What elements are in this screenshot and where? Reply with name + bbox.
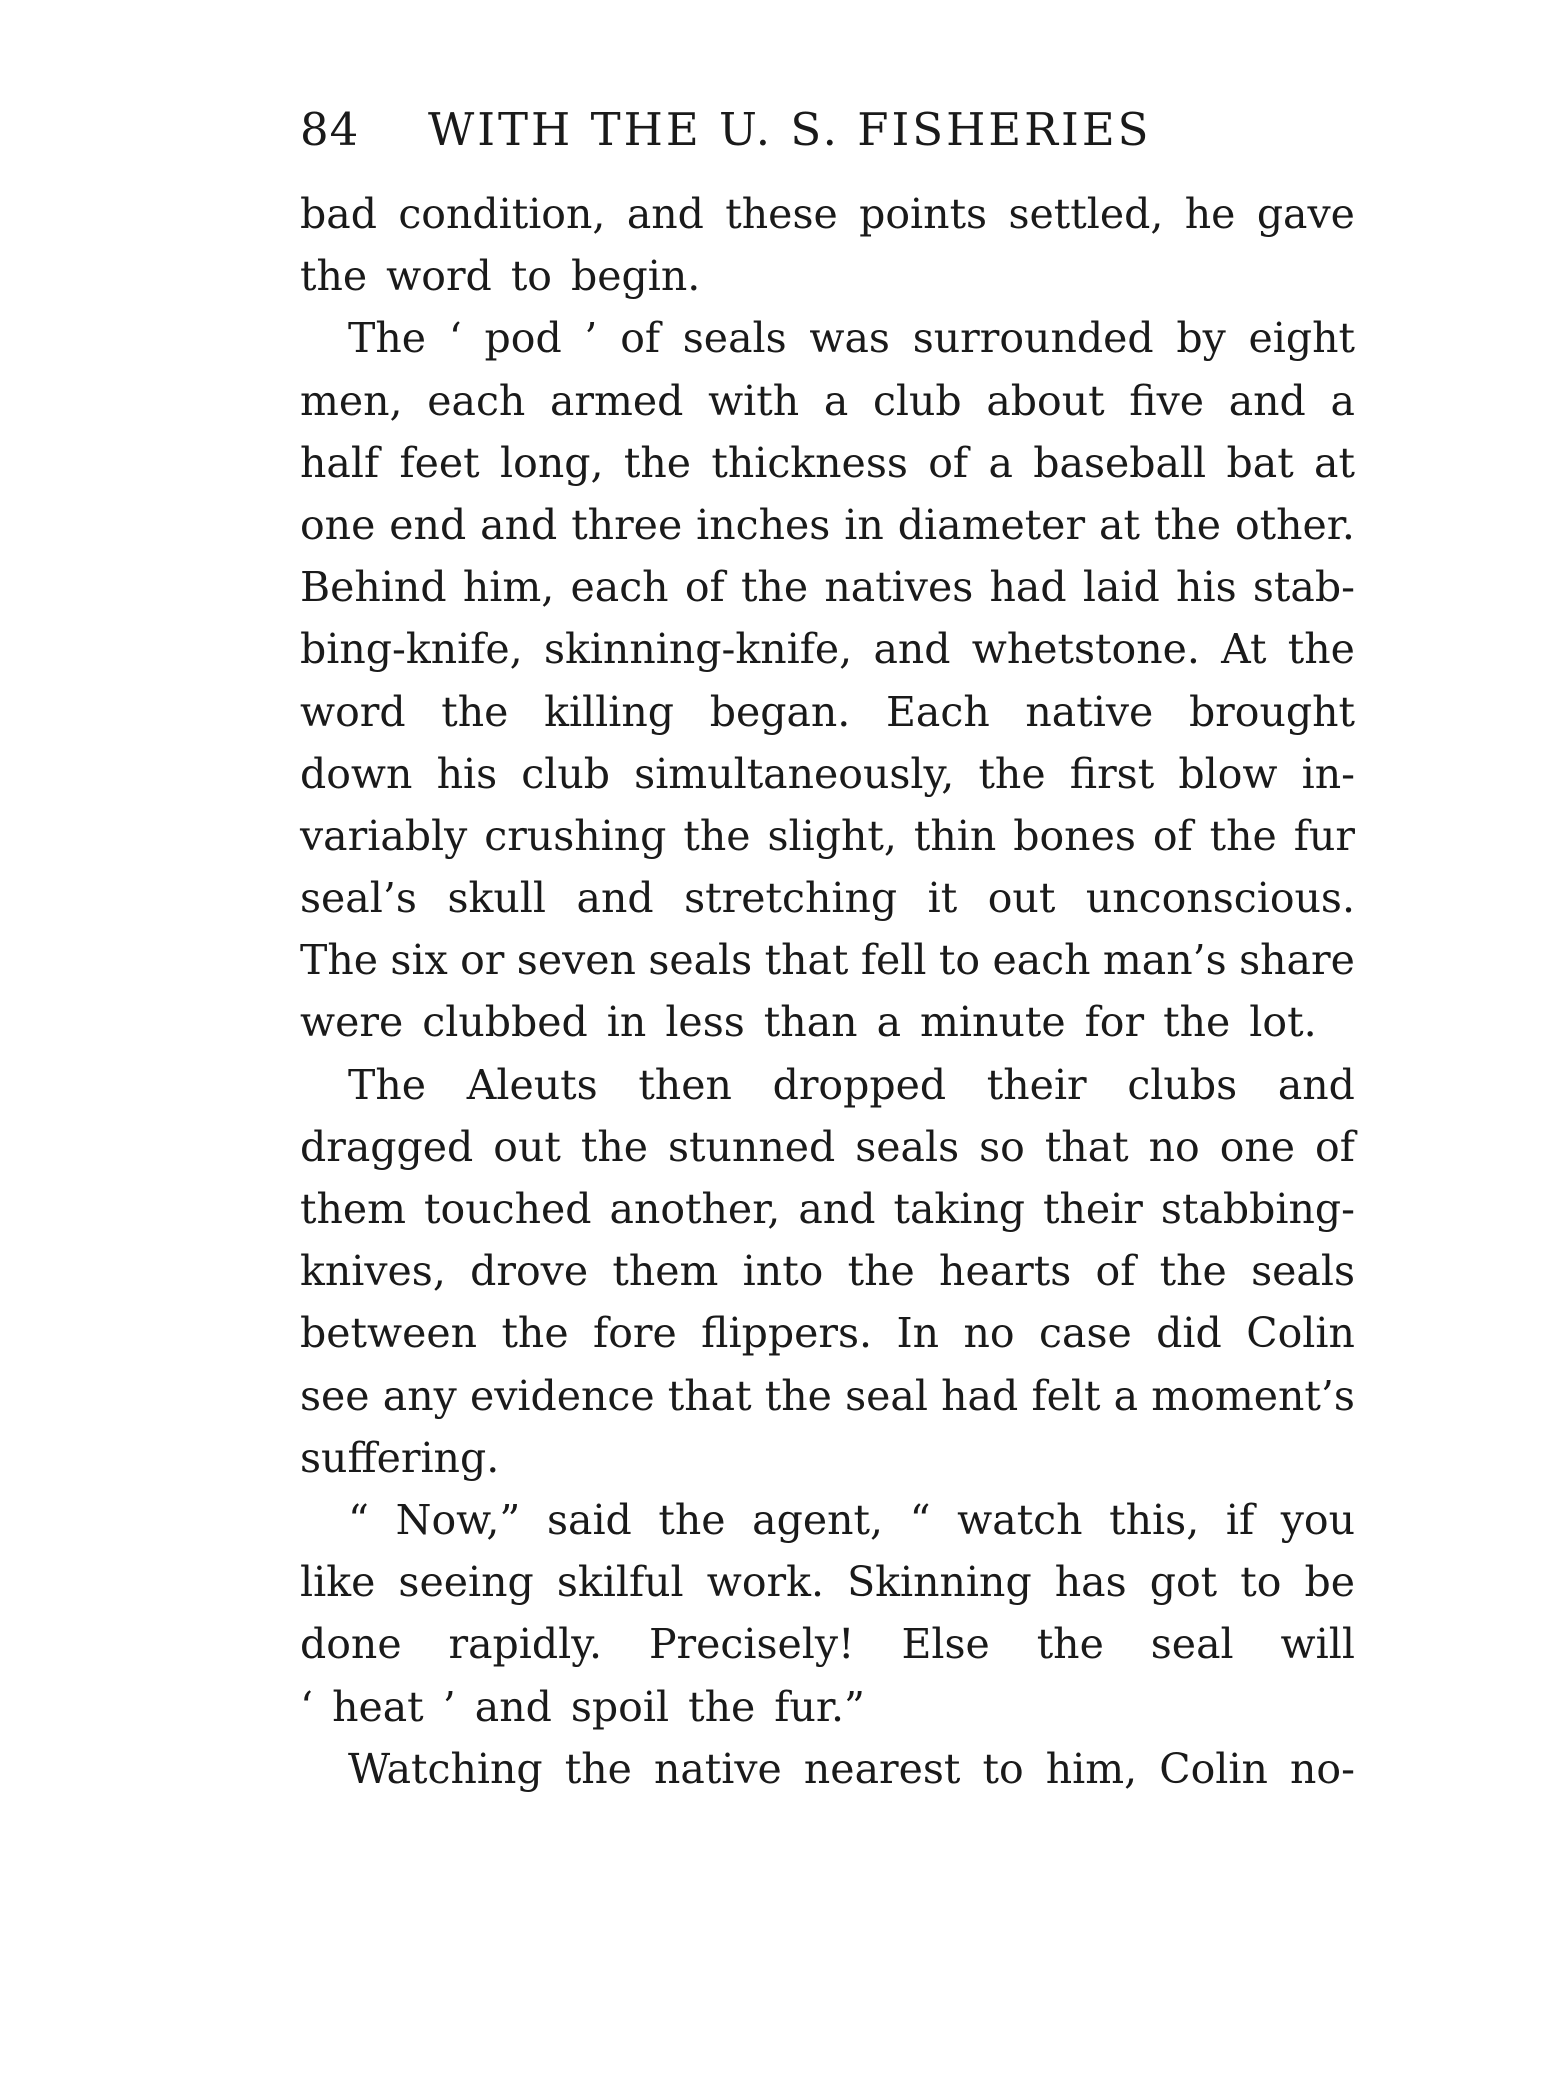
text-line: bing-knife, skinning-knife, and whetstone. At the [300,625,1355,674]
paragraph [300,1489,1355,1738]
text-line: done rapidly. Precisely! Else the seal will [300,1620,1355,1669]
text-line: word the killing began. Each native brought [300,687,1355,736]
body-text [300,183,1355,1800]
paragraph [300,1738,1355,1800]
text-line: Watching the native nearest to him, Colin no- [348,1744,1355,1793]
paragraph [300,307,1355,1053]
text-line: men, each armed with a club about five and a [300,376,1355,425]
text-line: variably crushing the slight, thin bones of the fur [300,811,1355,860]
text-line: Behind him, each of the natives had laid his stab- [300,563,1355,612]
page-header [300,90,1355,170]
text-line: like seeing skilful work. Skinning has got to be [300,1558,1355,1607]
text-line: half feet long, the thickness of a baseball bat at [300,438,1355,487]
text-line: The Aleuts then dropped their clubs and [348,1060,1355,1109]
text-line: were clubbed in less than a minute for the lot. [300,998,1317,1047]
page-number: 84 [300,103,360,156]
text-line: see any evidence that the seal had felt a moment’s [300,1371,1355,1420]
text-line: dragged out the stunned seals so that no one of [300,1122,1355,1171]
running-title: WITH THE U. S. FISHERIES [428,103,1152,156]
text-line: bad condition, and these points settled, he gave [300,190,1355,238]
text-line: ‘ heat ’ and spoil the fur.” [300,1682,865,1731]
paragraph [300,183,1355,307]
text-line: the word to begin. [300,252,701,301]
text-line: The six or seven seals that fell to each man’s share [300,936,1355,985]
text-line: suffering. [300,1433,500,1482]
text-line: down his club simultaneously, the first blow in- [300,749,1355,798]
text-line: them touched another, and taking their stabbing- [300,1185,1355,1233]
text-line: “ Now,” said the agent, “ watch this, if you [348,1495,1355,1544]
text-line: knives, drove them into the hearts of the seals [300,1247,1355,1296]
text-line: one end and three inches in diameter at the other. [300,500,1355,549]
paragraph [300,1054,1355,1489]
text-line: The ‘ pod ’ of seals was surrounded by eight [348,314,1355,363]
text-line: between the fore flippers. In no case did Colin [300,1309,1355,1358]
text-line: seal’s skull and stretching it out unconscious. [300,874,1355,923]
